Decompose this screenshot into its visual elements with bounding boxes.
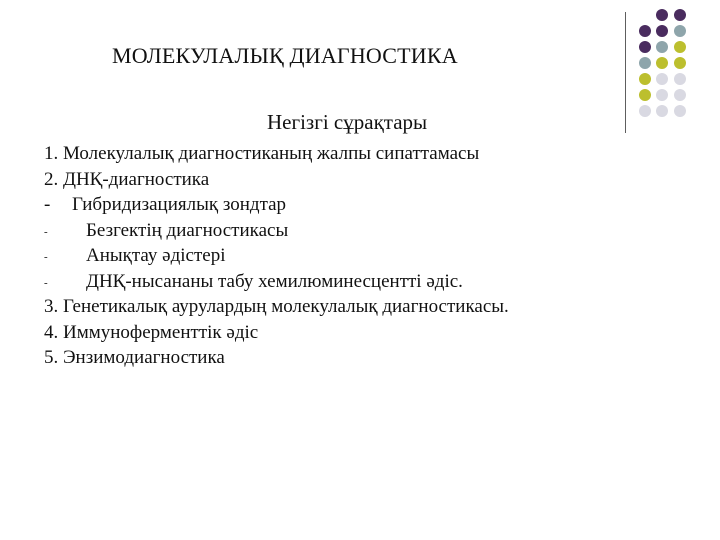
decorative-dot bbox=[674, 89, 686, 101]
decorative-dot bbox=[639, 25, 651, 37]
decorative-dot bbox=[656, 9, 668, 21]
item-text: Иммуноферменттік әдіс bbox=[63, 321, 259, 343]
list-item bbox=[44, 218, 684, 244]
item-marker: - bbox=[44, 194, 51, 215]
decorative-dot bbox=[639, 41, 651, 53]
decorative-dot bbox=[639, 105, 651, 117]
item-text: Молекулалық диагностиканың жалпы сипаттамасы bbox=[63, 143, 480, 164]
item-text: Генетикалық аурулардың молекулалық диагностикасы. bbox=[63, 296, 509, 317]
decorative-dot bbox=[656, 25, 668, 37]
decorative-dot bbox=[656, 73, 668, 85]
item-marker: - bbox=[44, 225, 48, 238]
item-text: Анықтау әдістері bbox=[86, 245, 226, 266]
decorative-divider bbox=[625, 12, 626, 133]
list-item bbox=[44, 320, 684, 346]
decorative-dot bbox=[674, 9, 686, 21]
item-text: Безгектің диагностикасы bbox=[86, 219, 289, 241]
item-text: Гибридизациялық зондтар bbox=[72, 194, 287, 215]
decorative-dot bbox=[639, 57, 651, 69]
item-marker: 3. bbox=[44, 296, 59, 317]
decorative-dot bbox=[656, 105, 668, 117]
decorative-dot bbox=[674, 25, 686, 37]
decorative-dot bbox=[674, 57, 686, 69]
decorative-dot bbox=[674, 41, 686, 53]
decorative-dot bbox=[674, 105, 686, 117]
decorative-dot bbox=[656, 57, 668, 69]
list-item bbox=[44, 243, 684, 269]
content-list bbox=[44, 141, 684, 371]
slide-title: МОЛЕКУЛАЛЫҚ ДИАГНОСТИКА bbox=[112, 43, 458, 68]
list-item bbox=[44, 294, 684, 320]
decorative-dot bbox=[639, 73, 651, 85]
item-marker: 4. bbox=[44, 321, 59, 343]
list-item bbox=[44, 192, 684, 218]
item-text: ДНҚ-нысананы табу хемилюминесцентті әдіс. bbox=[86, 270, 463, 292]
item-text: ДНҚ-диагностика bbox=[63, 168, 210, 190]
list-item bbox=[44, 269, 684, 295]
decorative-dot bbox=[656, 41, 668, 53]
decorative-dot bbox=[674, 73, 686, 85]
decorative-dot bbox=[639, 89, 651, 101]
item-marker: - bbox=[44, 276, 48, 289]
list-item bbox=[44, 167, 684, 193]
decorative-dot bbox=[656, 89, 668, 101]
list-item bbox=[44, 141, 684, 167]
list-item bbox=[44, 345, 684, 371]
item-marker: 1. bbox=[44, 143, 59, 164]
slide-subtitle: Негізгі сұрақтары bbox=[267, 110, 428, 134]
item-text: Энзимодиагностика bbox=[63, 347, 225, 368]
item-marker: 2. bbox=[44, 168, 59, 190]
item-marker: - bbox=[44, 251, 48, 263]
item-marker: 5. bbox=[44, 347, 59, 368]
